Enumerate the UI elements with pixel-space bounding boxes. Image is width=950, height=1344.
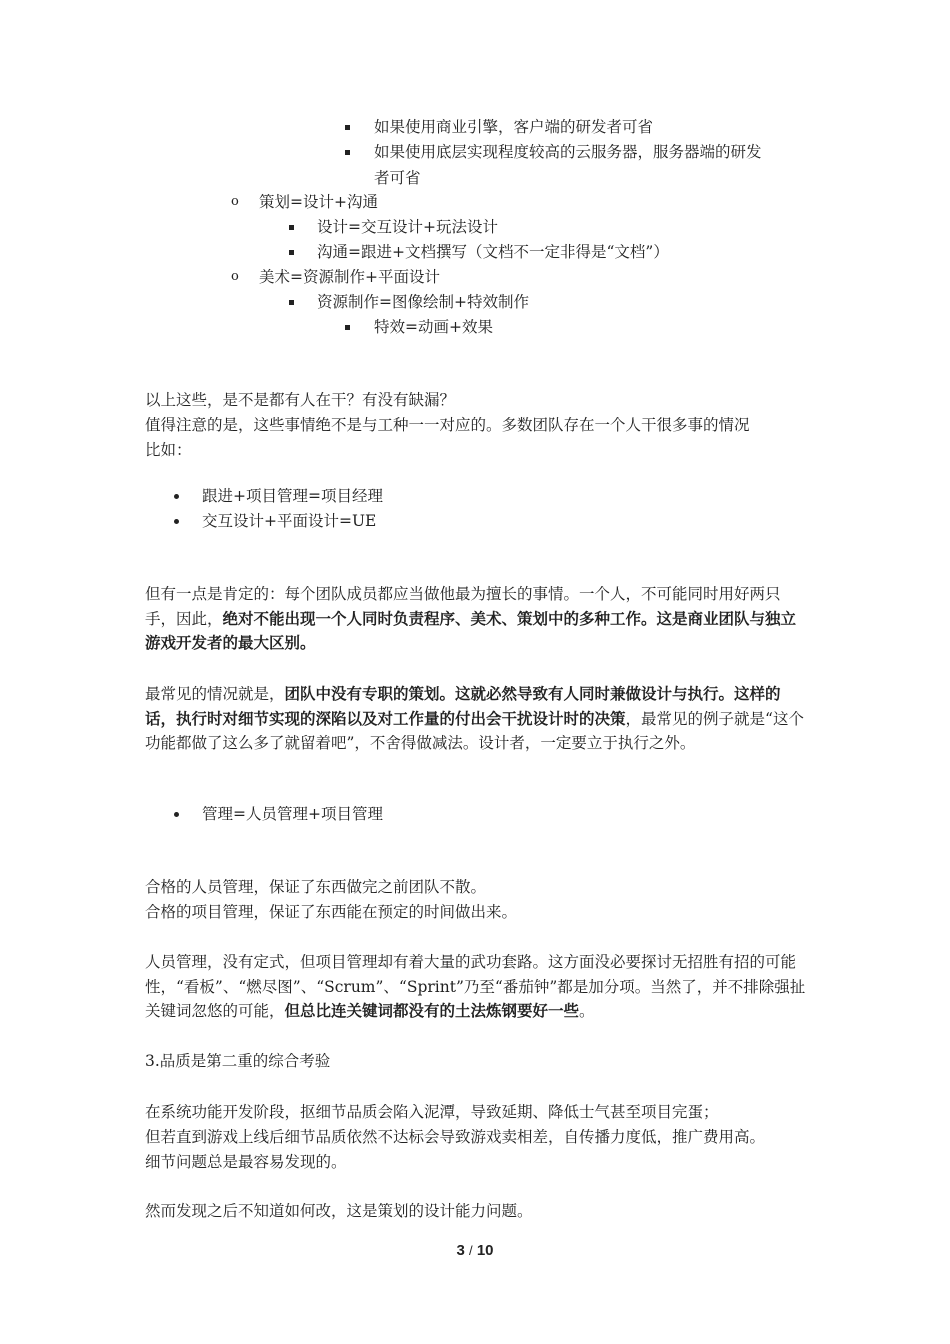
square-bullet-icon <box>289 300 294 305</box>
square-bullet-icon <box>289 225 294 230</box>
outline-item: 资源制作=图像绘制+特效制作 <box>317 293 529 311</box>
paragraph-emphasis: 但总比连关键词都没有的土法炼钢要好一些 <box>284 1001 580 1020</box>
paragraph-text: 但有一点是肯定的：每个团队成员都应当做他最为擅长的事情。一个人，不可能同时用好两只手，因此， <box>145 585 781 628</box>
paragraph-line: 以上这些，是不是都有人在干？有没有缺漏？ <box>145 391 456 409</box>
paragraph-text: 。 <box>579 1002 595 1020</box>
square-bullet-icon <box>345 325 350 330</box>
outline-item: 如果使用商业引擎，客户端的研发者可省 <box>374 118 654 136</box>
square-bullet-icon <box>345 125 350 130</box>
circle-bullet-icon: o <box>231 194 239 209</box>
paragraph-emphasis: 团队中没有专职的策划。这就必然导致有人同时兼做设计与执行。这样的话，执行时对细节实现的深陷以及对工作量的付出会干扰设计时的决策 <box>145 684 781 728</box>
paragraph-line: 合格的人员管理，保证了东西做完之前团队不散。 <box>145 878 487 896</box>
paragraph-line: 比如： <box>145 441 192 459</box>
list-item: 交互设计+平面设计=UE <box>202 512 377 530</box>
paragraph-line: 细节问题总是最容易发现的。 <box>145 1153 347 1171</box>
outline-item: 策划=设计+沟通 <box>259 193 378 211</box>
circle-bullet-icon: o <box>231 269 239 284</box>
outline-item: 沟通=跟进+文档撰写（文档不一定非得是“文档”） <box>317 243 669 261</box>
outline-item: 美术=资源制作+平面设计 <box>259 268 440 286</box>
section-heading: 3.品质是第二重的综合考验 <box>145 1052 331 1070</box>
paragraph <box>145 950 810 1024</box>
bullet-icon <box>174 812 179 817</box>
page-current: 3 <box>456 1242 465 1259</box>
outline-item: 如果使用底层实现程度较高的云服务器，服务器端的研发 <box>374 143 762 161</box>
list-item: 跟进+项目管理=项目经理 <box>202 487 383 505</box>
paragraph-line: 在系统功能开发阶段，抠细节品质会陷入泥潭，导致延期、降低士气甚至项目完蛋； <box>145 1103 719 1121</box>
paragraph <box>145 582 810 656</box>
outline-item-continuation: 者可省 <box>374 169 421 187</box>
bullet-icon <box>174 519 179 524</box>
paragraph-line: 合格的项目管理，保证了东西能在预定的时间做出来。 <box>145 903 518 921</box>
list-item: 管理=人员管理+项目管理 <box>202 805 383 823</box>
paragraph-emphasis: 绝对不能出现一个人同时负责程序、美术、策划中的多种工作。这是商业团队与独立游戏开发者的最大区别。 <box>145 608 797 652</box>
square-bullet-icon <box>289 250 294 255</box>
paragraph-line: 值得注意的是，这些事情绝不是与工种一一对应的。多数团队存在一个人干很多事的情况 <box>145 416 750 434</box>
paragraph-text: 人员管理，没有定式，但项目管理却有着大量的武功套路。这方面没必要探讨无招胜有招的可能性，“看板”、“燃尽图”、“Scrum”、“Sprint”乃至“番茄钟”都是加分项。当然了，并不排除强扯关键词忽悠的可能， <box>145 953 806 1020</box>
page-separator: / <box>469 1243 473 1258</box>
outline-item: 特效=动画+效果 <box>374 318 493 336</box>
paragraph-text: 最常见的情况就是， <box>145 685 285 703</box>
paragraph <box>145 682 810 756</box>
square-bullet-icon <box>345 150 350 155</box>
paragraph-line: 但若直到游戏上线后细节品质依然不达标会导致游戏卖相差，自传播力度低，推广费用高。 <box>145 1128 766 1146</box>
outline-item: 设计=交互设计+玩法设计 <box>317 218 498 236</box>
page-total: 10 <box>476 1242 494 1259</box>
page-number <box>0 1242 950 1259</box>
paragraph-text: ，最常见的例子就是“这个功能都做了这么多了就留着吧”，不舍得做减法。设计者，一定要立于执行之外。 <box>145 709 804 752</box>
bullet-icon <box>174 494 179 499</box>
paragraph-line: 然而发现之后不知道如何改，这是策划的设计能力问题。 <box>145 1202 533 1220</box>
